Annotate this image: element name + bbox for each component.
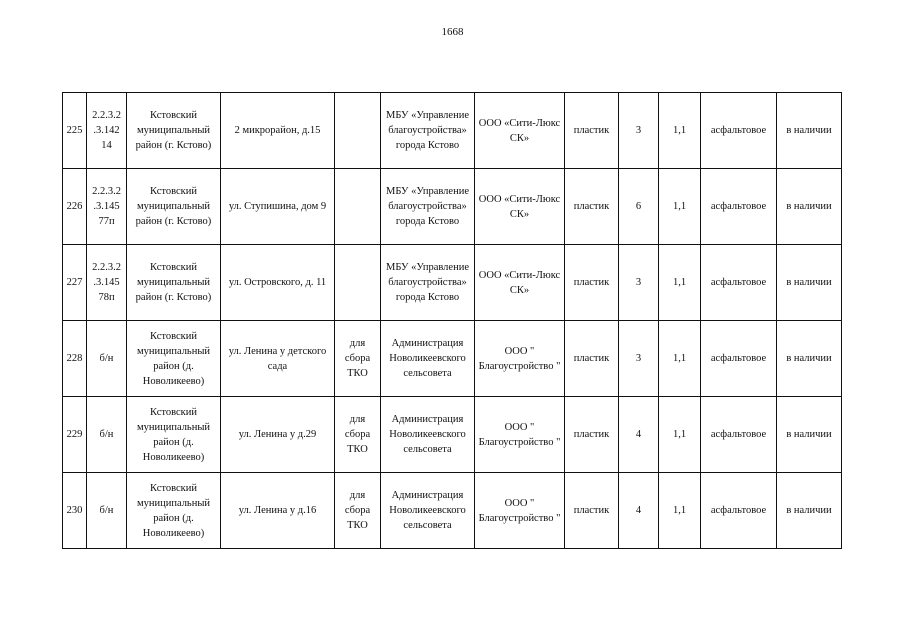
owner-cell: Администрация Новоликеевского сельсовета: [381, 397, 475, 473]
availability-cell: в наличии: [777, 321, 842, 397]
table-row: [63, 473, 842, 549]
registry-number-cell: 2.2.3.2 .3.142 14: [87, 93, 127, 169]
owner-cell: МБУ «Управление благоустройства» города Кстово: [381, 169, 475, 245]
district-cell: Кстовский муниципальный район (г. Кстово): [127, 245, 221, 321]
container-count-cell: 3: [619, 93, 659, 169]
row-index-cell: 228: [63, 321, 87, 397]
owner-cell: МБУ «Управление благоустройства» города Кстово: [381, 245, 475, 321]
district-cell: Кстовский муниципальный район (д. Новоликеево): [127, 473, 221, 549]
district-cell: Кстовский муниципальный район (г. Кстово): [127, 169, 221, 245]
operator-cell: ООО " Благоустройство ": [475, 321, 565, 397]
surface-type-cell: асфальтовое: [701, 321, 777, 397]
operator-cell: ООО «Сити-Люкс СК»: [475, 169, 565, 245]
owner-cell: МБУ «Управление благоустройства» города Кстово: [381, 93, 475, 169]
address-cell: ул. Ленина у д.29: [221, 397, 335, 473]
owner-cell: Администрация Новоликеевского сельсовета: [381, 473, 475, 549]
container-material-cell: пластик: [565, 93, 619, 169]
container-material-cell: пластик: [565, 473, 619, 549]
purpose-cell: для сбора ТКО: [335, 397, 381, 473]
surface-type-cell: асфальтовое: [701, 93, 777, 169]
row-index-cell: 230: [63, 473, 87, 549]
registry-number-cell: б/н: [87, 397, 127, 473]
table-row: [63, 397, 842, 473]
container-count-cell: 3: [619, 245, 659, 321]
table-row: [63, 93, 842, 169]
surface-type-cell: асфальтовое: [701, 169, 777, 245]
container-volume-cell: 1,1: [659, 245, 701, 321]
table-row: [63, 245, 842, 321]
operator-cell: ООО «Сити-Люкс СК»: [475, 93, 565, 169]
container-material-cell: пластик: [565, 169, 619, 245]
container-volume-cell: 1,1: [659, 93, 701, 169]
container-material-cell: пластик: [565, 245, 619, 321]
registry-number-cell: 2.2.3.2 .3.145 77п: [87, 169, 127, 245]
availability-cell: в наличии: [777, 473, 842, 549]
owner-cell: Администрация Новоликеевского сельсовета: [381, 321, 475, 397]
container-count-cell: 4: [619, 473, 659, 549]
district-cell: Кстовский муниципальный район (д. Новоликеево): [127, 321, 221, 397]
availability-cell: в наличии: [777, 397, 842, 473]
surface-type-cell: асфальтовое: [701, 473, 777, 549]
purpose-cell: для сбора ТКО: [335, 473, 381, 549]
purpose-cell: [335, 169, 381, 245]
registry-number-cell: б/н: [87, 473, 127, 549]
operator-cell: ООО «Сити-Люкс СК»: [475, 245, 565, 321]
address-cell: ул. Островского, д. 11: [221, 245, 335, 321]
availability-cell: в наличии: [777, 93, 842, 169]
address-cell: ул. Ленина у детского сада: [221, 321, 335, 397]
district-cell: Кстовский муниципальный район (д. Новоликеево): [127, 397, 221, 473]
surface-type-cell: асфальтовое: [701, 397, 777, 473]
operator-cell: ООО " Благоустройство ": [475, 397, 565, 473]
container-volume-cell: 1,1: [659, 321, 701, 397]
container-volume-cell: 1,1: [659, 169, 701, 245]
purpose-cell: для сбора ТКО: [335, 321, 381, 397]
table-row: [63, 169, 842, 245]
container-material-cell: пластик: [565, 321, 619, 397]
page-number: 1668: [441, 26, 464, 38]
address-cell: ул. Ступишина, дом 9: [221, 169, 335, 245]
table-row: [63, 321, 842, 397]
purpose-cell: [335, 245, 381, 321]
purpose-cell: [335, 93, 381, 169]
row-index-cell: 229: [63, 397, 87, 473]
availability-cell: в наличии: [777, 169, 842, 245]
container-count-cell: 6: [619, 169, 659, 245]
container-count-cell: 3: [619, 321, 659, 397]
address-cell: ул. Ленина у д.16: [221, 473, 335, 549]
address-cell: 2 микрорайон, д.15: [221, 93, 335, 169]
registry-number-cell: б/н: [87, 321, 127, 397]
container-volume-cell: 1,1: [659, 473, 701, 549]
row-index-cell: 225: [63, 93, 87, 169]
container-count-cell: 4: [619, 397, 659, 473]
row-index-cell: 226: [63, 169, 87, 245]
container-material-cell: пластик: [565, 397, 619, 473]
registry-body: [63, 93, 842, 549]
surface-type-cell: асфальтовое: [701, 245, 777, 321]
operator-cell: ООО " Благоустройство ": [475, 473, 565, 549]
registry-number-cell: 2.2.3.2 .3.145 78п: [87, 245, 127, 321]
container-volume-cell: 1,1: [659, 397, 701, 473]
registry-table: [62, 92, 842, 549]
availability-cell: в наличии: [777, 245, 842, 321]
district-cell: Кстовский муниципальный район (г. Кстово): [127, 93, 221, 169]
row-index-cell: 227: [63, 245, 87, 321]
